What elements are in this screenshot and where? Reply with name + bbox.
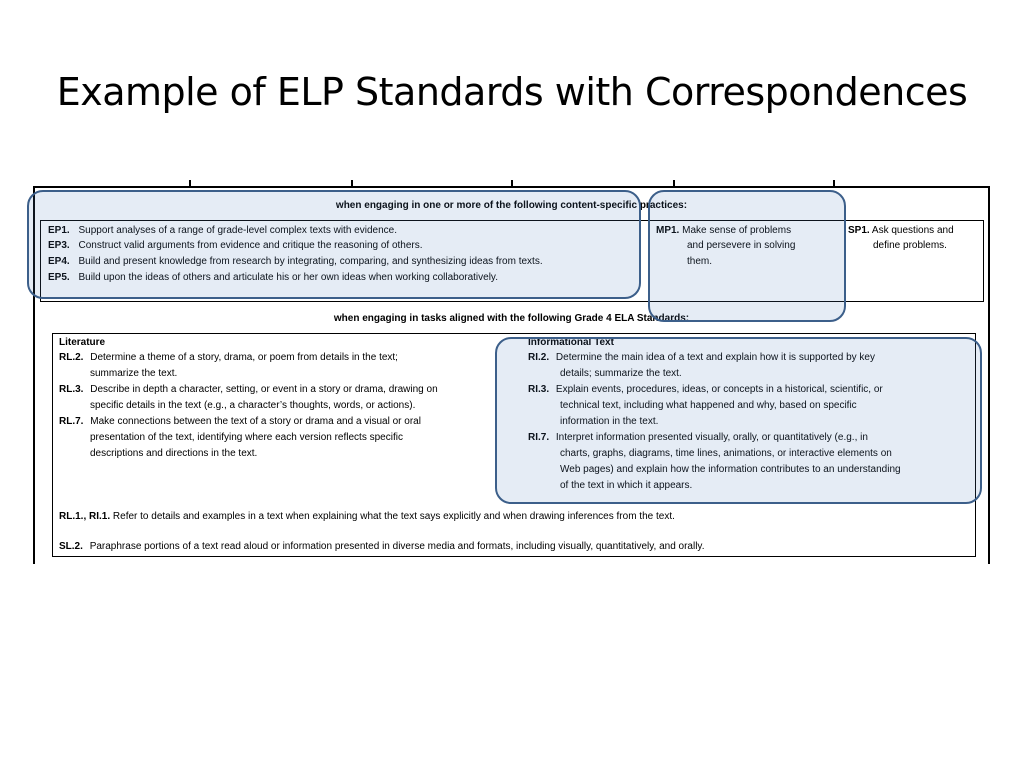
column-tick xyxy=(511,180,513,187)
ri3-line: information in the text. xyxy=(560,416,659,427)
ep-item: EP1. Support analyses of a range of grade-level complex texts with evidence. xyxy=(48,225,397,236)
standards-heading: when engaging in tasks aligned with the following Grade 4 ELA Standards: xyxy=(333,313,690,324)
ep-item: EP4. Build and present knowledge from research by integrating, comparing, and synthesizing ideas from texts. xyxy=(48,256,543,267)
mp-item: MP1. Make sense of problems xyxy=(656,225,792,236)
column-tick xyxy=(673,180,675,187)
mp-item-line: them. xyxy=(687,256,713,267)
sp-item: SP1. Ask questions and xyxy=(848,225,954,236)
sl2-item: SL.2. Paraphrase portions of a text read aloud or information presented in diverse media and formats, including visually, quantitatively, and orally. xyxy=(59,541,705,552)
rl1-ri1-item: RL.1., RI.1. Refer to details and examples in a text when explaining what the text says explicitly and when drawing inferences from the text. xyxy=(59,511,675,522)
literature-title: Literature xyxy=(59,337,106,348)
rl7-line: presentation of the text, identifying where each version reflects specific xyxy=(90,432,403,443)
rl3-item: RL.3. Describe in depth a character, setting, or event in a story or drama, drawing on xyxy=(59,384,438,395)
ri7-line: charts, graphs, diagrams, time lines, animations, or interactive elements on xyxy=(560,448,892,459)
column-tick xyxy=(833,180,835,187)
mp-highlight xyxy=(648,190,846,322)
rl7-item: RL.7. Make connections between the text of a story or drama and a visual or oral xyxy=(59,416,421,427)
column-tick xyxy=(351,180,353,187)
ri7-line: of the text in which it appears. xyxy=(560,480,693,491)
ri-highlight xyxy=(495,337,982,504)
ep-item: EP5. Build upon the ideas of others and articulate his or her own ideas when working collaboratively. xyxy=(48,272,498,283)
informational-title: Informational Text xyxy=(528,337,614,348)
rl7-line: descriptions and directions in the text. xyxy=(90,448,258,459)
table-right-border xyxy=(988,186,990,564)
ri7-line: Web pages) and explain how the information contributes to an understanding xyxy=(560,464,901,475)
mp-item-line: and persevere in solving xyxy=(687,240,796,251)
ep-item: EP3. Construct valid arguments from evidence and critique the reasoning of others. xyxy=(48,240,423,251)
ep-highlight xyxy=(27,190,641,299)
slide-title: Example of ELP Standards with Correspondences xyxy=(56,70,968,114)
rl2-item: RL.2. Determine a theme of a story, drama, or poem from details in the text; xyxy=(59,352,398,363)
ri3-item: RI.3. Explain events, procedures, ideas, or concepts in a historical, scientific, or xyxy=(528,384,883,395)
ri2-line: details; summarize the text. xyxy=(560,368,682,379)
ri3-line: technical text, including what happened and why, based on specific xyxy=(560,400,857,411)
ri7-item: RI.7. Interpret information presented visually, orally, or quantitatively (e.g., in xyxy=(528,432,868,443)
rl3-line: specific details in the text (e.g., a character’s thoughts, words, or actions). xyxy=(90,400,416,411)
column-tick xyxy=(189,180,191,187)
sp-item-line: define problems. xyxy=(873,240,947,251)
ri2-item: RI.2. Determine the main idea of a text and explain how it is supported by key xyxy=(528,352,875,363)
rl2-line: summarize the text. xyxy=(90,368,178,379)
practices-heading: when engaging in one or more of the following content-specific practices: xyxy=(335,200,688,211)
